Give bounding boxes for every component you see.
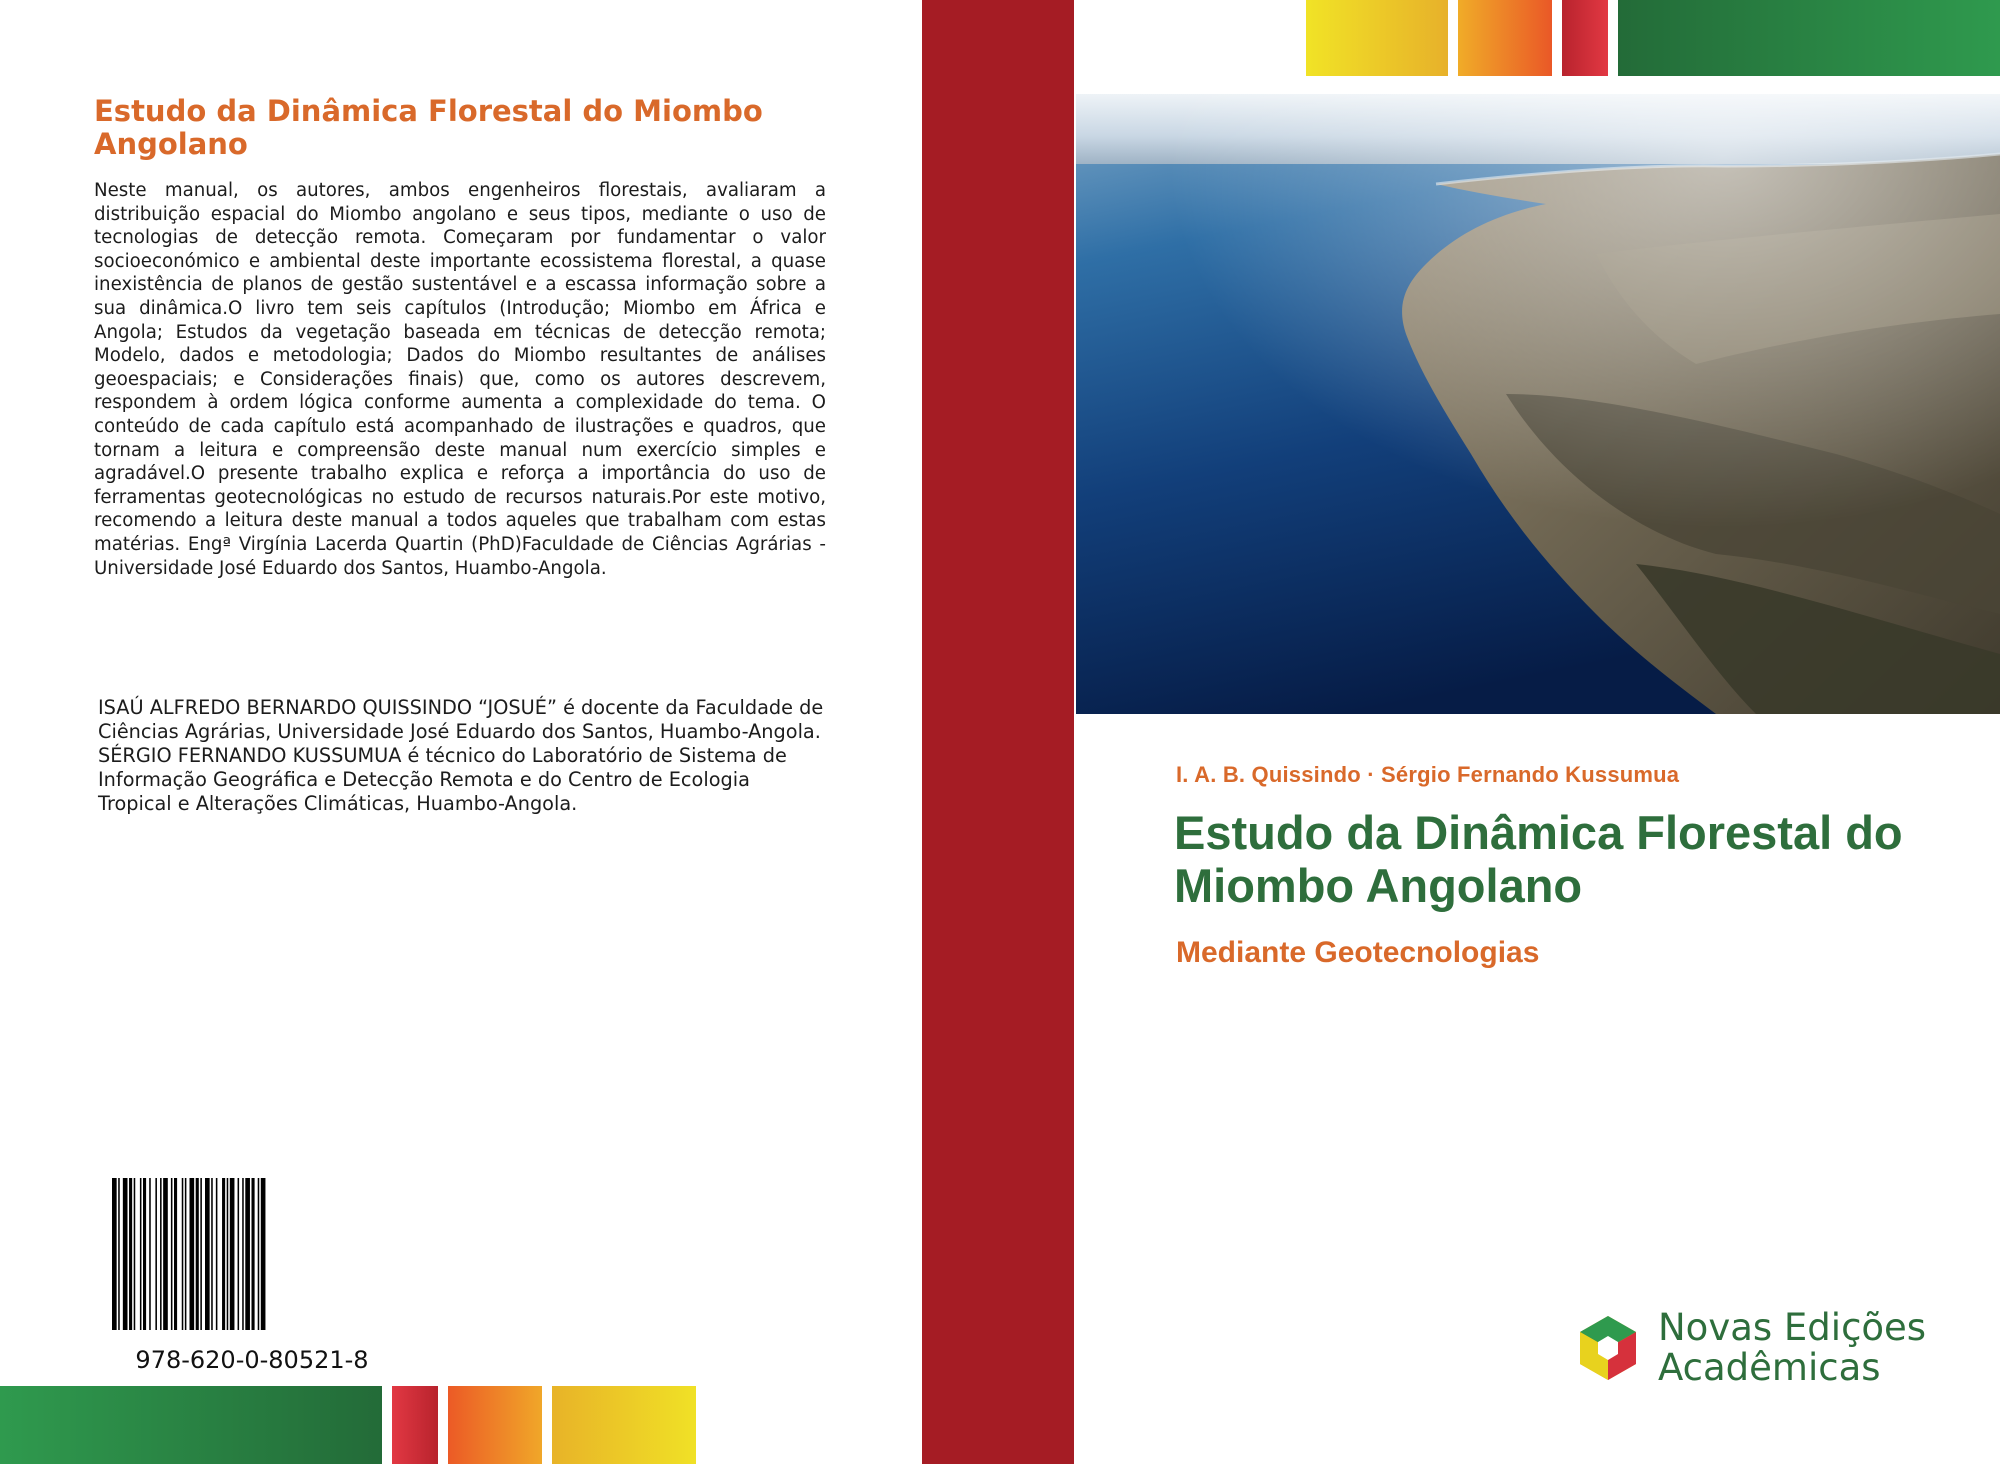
publisher-name-line-2: Acadêmicas (1658, 1346, 1881, 1389)
back-stripe-yellow (552, 1386, 696, 1464)
front-stripe-yellow (1306, 0, 1448, 76)
back-stripe-red (392, 1386, 438, 1464)
publisher-hexagon-logo-icon (1572, 1312, 1644, 1384)
back-stripe-green (0, 1386, 382, 1464)
publisher-name (1658, 1308, 1926, 1388)
author-bio-quissindo: ISAÚ ALFREDO BERNARDO QUISSINDO “JOSUÉ” é docente da Faculdade de Ciências Agrárias, Universidade José Eduardo dos Santos, Huambo-Angola. (98, 696, 824, 743)
cover-photo-aerial-coastline (1076, 94, 2000, 714)
author-bios (98, 696, 828, 816)
publisher-name-line-1: Novas Edições (1658, 1306, 1927, 1349)
front-cover-title: Estudo da Dinâmica Florestal do Miombo Angolano (1174, 806, 1903, 912)
barcode-icon (112, 1178, 392, 1330)
front-stripe-green (1618, 0, 2000, 76)
front-stripe-orange (1458, 0, 1552, 76)
back-stripe-orange (448, 1386, 542, 1464)
back-cover-title: Estudo da Dinâmica Florestal do Miombo Angolano (94, 94, 763, 161)
front-stripe-red (1562, 0, 1608, 76)
author-bio-kussumua: SÉRGIO FERNANDO KUSSUMUA é técnico do Laboratório de Sistema de Informação Geográfica e Detecção Remota e do Centro de Ecologia Tropical e Alterações Climáticas, Huambo-Angola. (98, 744, 787, 815)
back-cover-blurb: Neste manual, os autores, ambos engenheiros florestais, avaliaram a distribuição espacial do Miombo angolano e seus tipos, mediante o uso de tecnologias de detecção remota. Começaram por fundamentar o valor socioeconómico e ambiental deste importante ecossistema florestal, a quase inexistência de planos de gestão sustentável e a escassa informação sobre a sua dinâmica.O livro tem seis capítulos (Introdução; Miombo em África e Angola; Estudos da vegetação baseada em técnicas de detecção remota; Modelo, dados e metodologia; Dados do Miombo resultantes de análises geoespaciais; e Considerações finais) que, como os autores descrevem, respondem à ordem lógica conforme aumenta a complexidade do tema. O conteúdo de cada capítulo está acompanhado de ilustrações e quadros, que tornam a leitura e compreensão deste manual num exercício simples e agradável.O presente trabalho explica e reforça a importância do uso de ferramentas geotecnológicas no estudo de recursos naturais.Por este motivo, recomendo a leitura deste manual a todos aqueles que trabalham com estas matérias. Engª Virgínia Lacerda Quartin (PhD)Faculdade de Ciências Agrárias - Universidade José Eduardo dos Santos, Huambo-Angola. (94, 180, 826, 579)
front-cover-authors: I. A. B. Quissindo · Sérgio Fernando Kussumua (1176, 762, 1680, 787)
front-cover-subtitle: Mediante Geotecnologias (1176, 936, 1540, 969)
isbn-number: 978-620-0-80521-8 (135, 1346, 369, 1374)
book-spine (922, 0, 1074, 1464)
